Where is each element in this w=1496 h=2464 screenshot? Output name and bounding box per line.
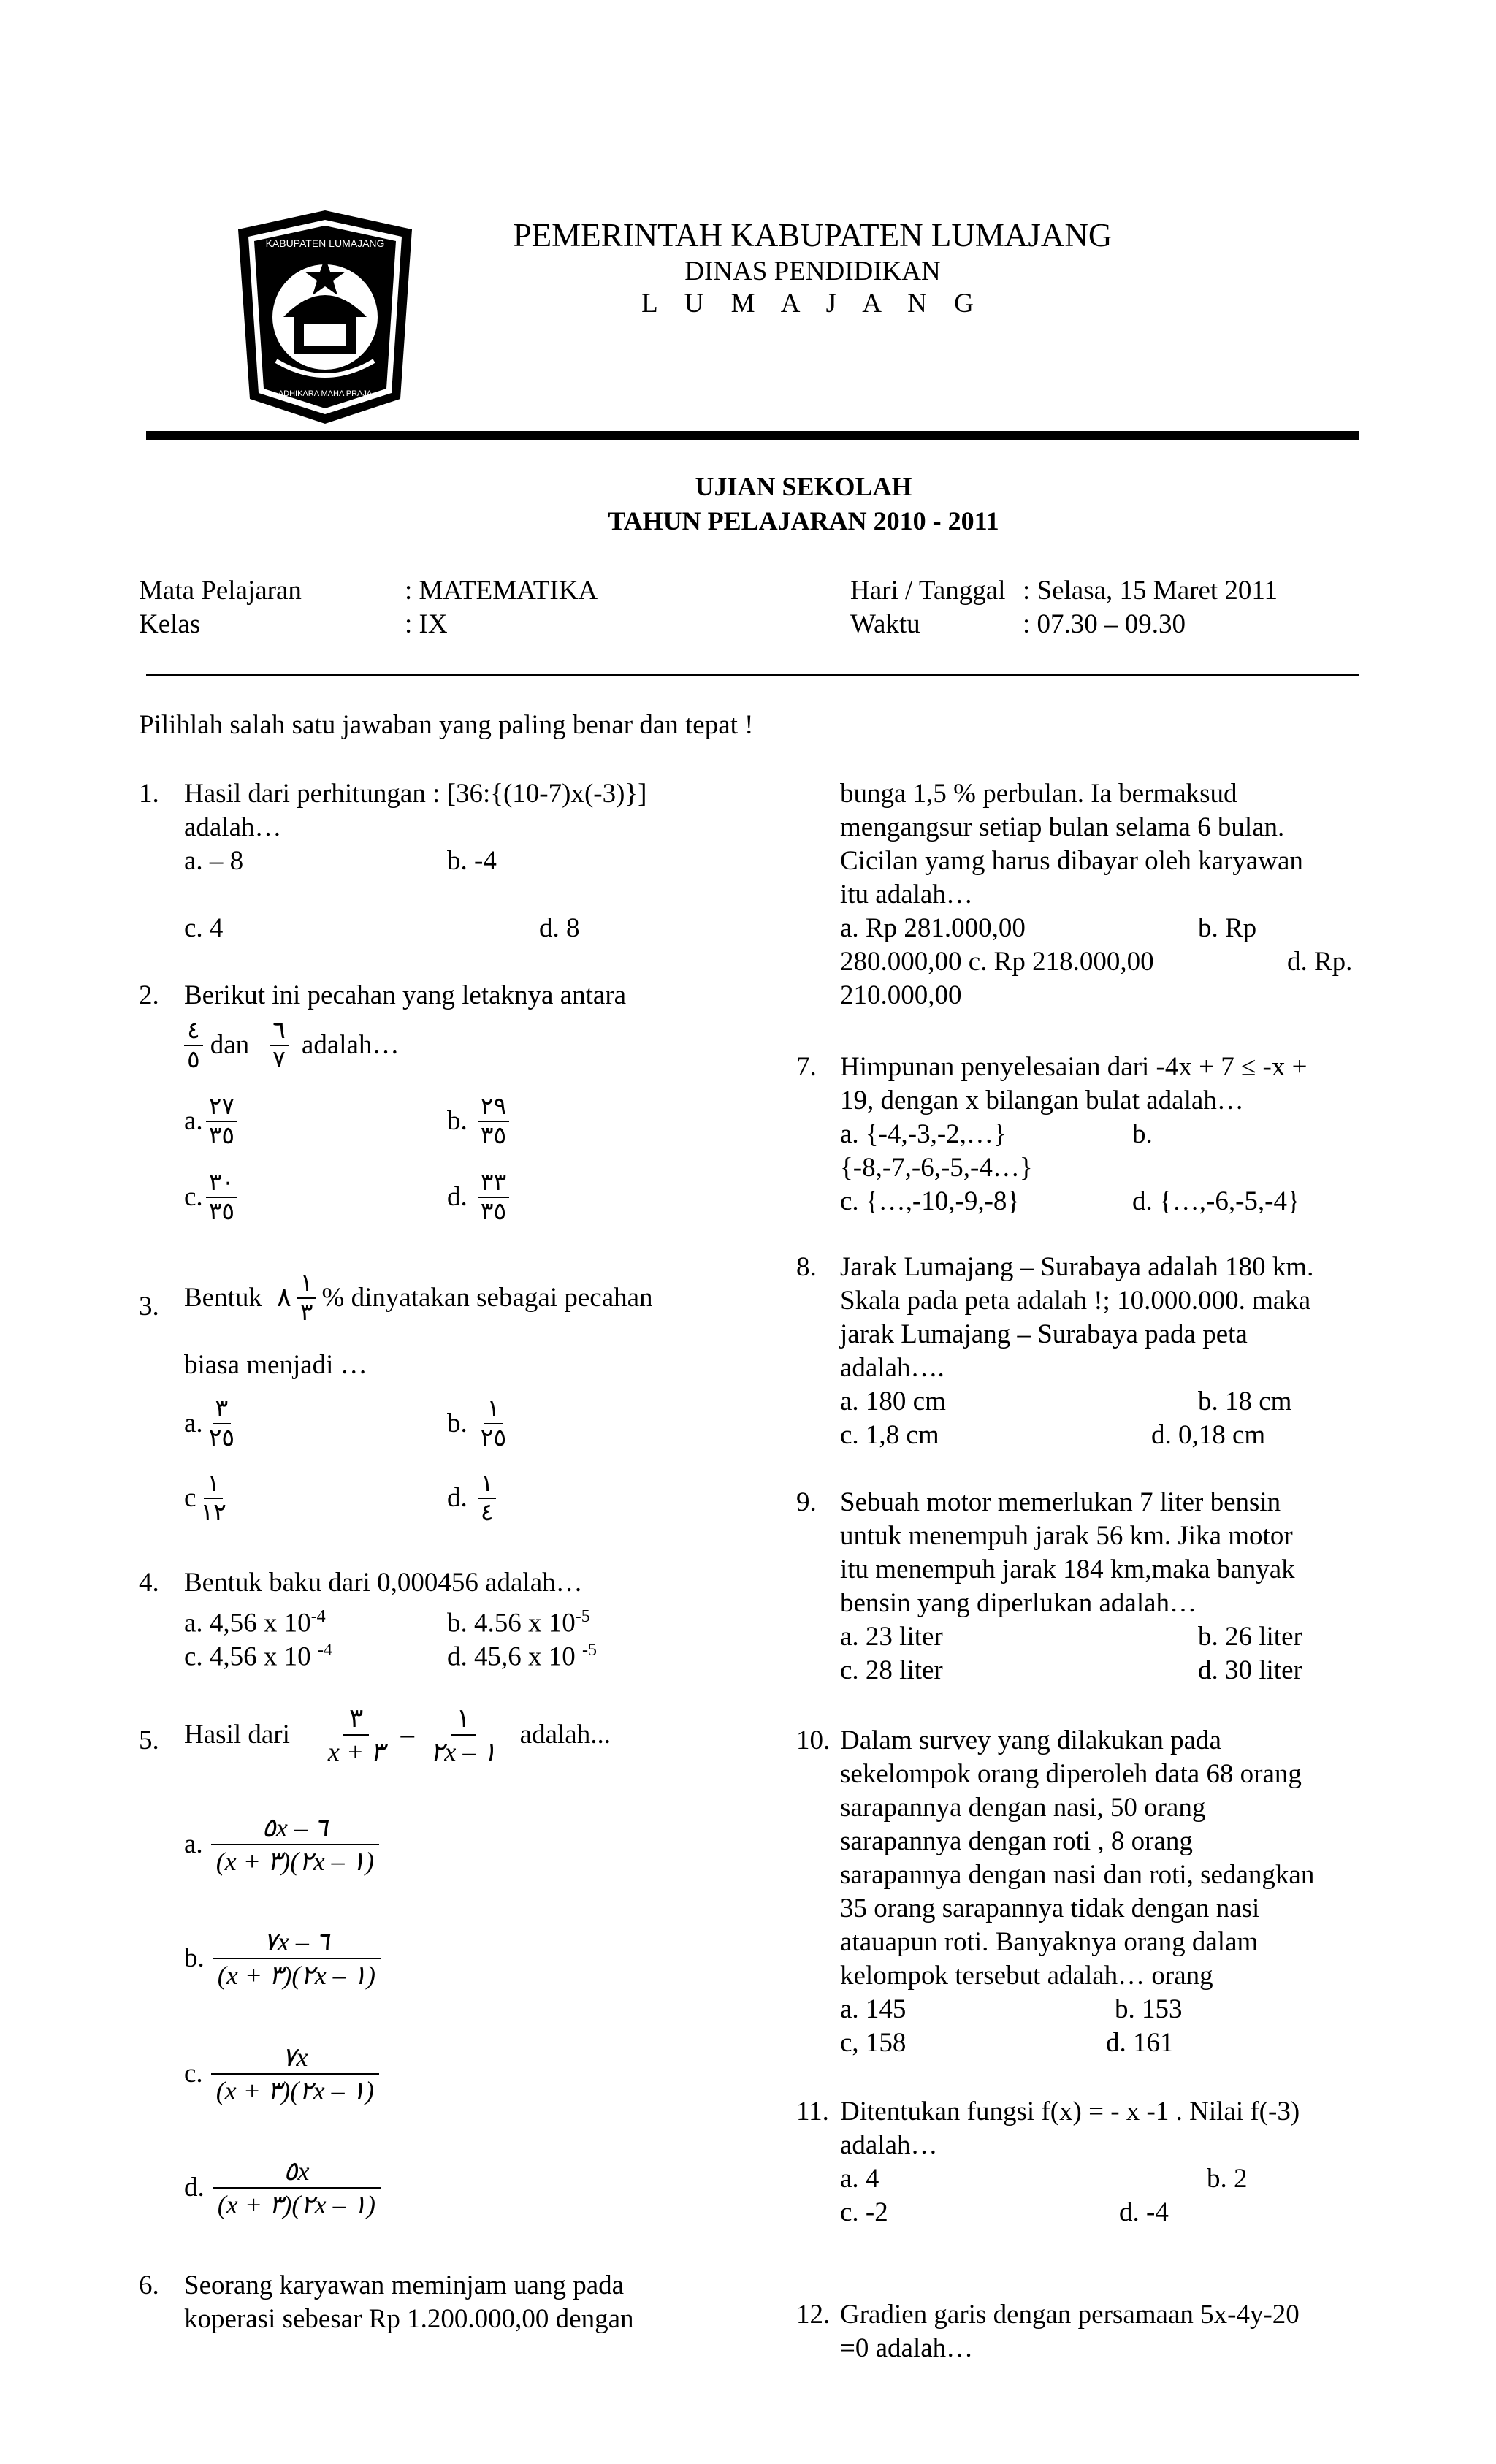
- class-label: Kelas: [139, 609, 201, 639]
- option-d: d. $\frac{٥x}{(x + ٣)(٢x - ١)}$: [184, 2155, 381, 2221]
- question-text: Sebuah motor memerlukan 7 liter bensin: [840, 1487, 1281, 1517]
- question-text: Jarak Lumajang – Surabaya adalah 180 km.: [840, 1252, 1314, 1282]
- department-title: DINAS PENDIDIKAN: [684, 256, 941, 286]
- time-label: Waktu: [850, 609, 920, 639]
- option-a: a. $\frac{٥x - ٦}{(x + ٣)(٢x - ١)}$: [184, 1812, 380, 1877]
- question-text: itu menempuh jarak 184 km,maka banyak: [840, 1555, 1295, 1584]
- question-text: biasa menjadi …: [184, 1350, 367, 1380]
- option-b: b. -4: [447, 846, 497, 876]
- option-a: a. {-4,-3,-2,…}: [840, 1119, 1007, 1149]
- question-text: Hasil dari perhitungan : [36:{(10-7)x(-3)}]: [184, 779, 647, 809]
- question-text: 19, dengan x bilangan bulat adalah…: [840, 1086, 1244, 1115]
- question-text: kelompok tersebut adalah… orang: [840, 1961, 1213, 1991]
- question-text: Hasil dari $\frac{٣}{x + ٣}$ – $\frac{١}{٢x - ١}$ adalah...: [184, 1704, 611, 1766]
- option-c: c. 4,56 x 10 $^{-4}$: [184, 1641, 332, 1672]
- question-text: mengangsur setiap bulan selama 6 bulan.: [840, 812, 1285, 842]
- option-c: c, 158: [840, 2028, 907, 2058]
- option-b: b. $\frac{١}{٢٥}$: [447, 1396, 507, 1452]
- option-d: d. $\frac{١}{٤}$: [447, 1470, 496, 1527]
- question-number: 3.: [139, 1292, 159, 1321]
- question-text: Bentuk baku dari 0,000456 adalah…: [184, 1568, 583, 1598]
- option-b: b. $\frac{٧x - ٦}{(x + ٣)(٢x - ١)}$: [184, 1926, 381, 1991]
- question-text: bunga 1,5 % perbulan. Ia bermaksud: [840, 779, 1237, 809]
- logo-title-text: KABUPATEN LUMAJANG: [265, 237, 385, 249]
- question-text: adalah…: [184, 812, 282, 842]
- option-d: d. {…,-6,-5,-4}: [1132, 1186, 1300, 1216]
- time-value: : 07.30 – 09.30: [1023, 609, 1186, 639]
- option-c: c $\frac{١}{١٢}$: [184, 1471, 226, 1526]
- question-number: 2.: [139, 980, 159, 1010]
- date-value: : Selasa, 15 Maret 2011: [1023, 576, 1278, 606]
- question-text: adalah….: [840, 1353, 944, 1383]
- option-a: a. Rp 281.000,00: [840, 913, 1026, 943]
- question-text: bensin yang diperlukan adalah…: [840, 1588, 1197, 1618]
- question-number: 9.: [796, 1487, 817, 1517]
- option-d: d. 30 liter: [1198, 1655, 1302, 1685]
- fraction: $\frac{٤}{٥}$: [184, 1017, 203, 1074]
- question-number: 10.: [796, 1725, 831, 1755]
- option-d: d. $\frac{٣٣}{٣٥}$: [447, 1169, 509, 1226]
- question-text: sekelompok orang diperoleh data 68 orang: [840, 1759, 1302, 1789]
- option-a: a. 145: [840, 1994, 907, 2024]
- option-c: c. $\frac{٣٠}{٣٥}$: [184, 1169, 237, 1226]
- header-divider: [146, 431, 1359, 440]
- question-text: 210.000,00: [840, 980, 962, 1010]
- subject-label: Mata Pelajaran: [139, 576, 302, 606]
- option-a: a. 4,56 x $10^{-4}$: [184, 1607, 326, 1639]
- question-text: itu adalah…: [840, 880, 973, 909]
- question-text: Cicilan yamg harus dibayar oleh karyawan: [840, 846, 1303, 876]
- option-d: d. 8: [539, 913, 580, 943]
- question-text: sarapannya dengan nasi, 50 orang: [840, 1793, 1206, 1823]
- question-text: sarapannya dengan roti , 8 orang: [840, 1826, 1193, 1856]
- question-text: Bentuk ٨ $\frac{١}{٣}$ % dinyatakan sebagai pecahan: [184, 1270, 653, 1326]
- option-c: c. $\frac{٧x}{(x + ٣)(٢x - ١)}$: [184, 2041, 380, 2107]
- question-text: =0 adalah…: [840, 2333, 974, 2363]
- option-c: c. {…,-10,-9,-8}: [840, 1186, 1020, 1216]
- question-text: Gradien garis dengan persamaan 5x-4y-20: [840, 2300, 1300, 2330]
- city-title: L U M A J A N G: [641, 289, 984, 319]
- option-b: b. Rp: [1198, 913, 1257, 943]
- option-d: d. 0,18 cm: [1151, 1420, 1266, 1450]
- question-number: 12.: [796, 2300, 831, 2330]
- option-c: 280.000,00 c. Rp 218.000,00: [840, 947, 1154, 977]
- subject-value: : MATEMATIKA: [405, 576, 598, 606]
- question-text: untuk menempuh jarak 56 km. Jika motor: [840, 1521, 1293, 1551]
- option-b: b. 153: [1115, 1994, 1183, 2024]
- option-a: a. 180 cm: [840, 1387, 946, 1416]
- question-number: 6.: [139, 2270, 159, 2300]
- question-text: jarak Lumajang – Surabaya pada peta: [840, 1319, 1248, 1349]
- question-text: koperasi sebesar Rp 1.200.000,00 dengan: [184, 2304, 634, 2334]
- option-b: b. 18 cm: [1198, 1387, 1292, 1416]
- question-text: Dalam survey yang dilakukan pada: [840, 1725, 1221, 1755]
- logo-motto-text: ADHIKARA MAHA PRAJA: [278, 389, 373, 398]
- exam-year: TAHUN PELAJARAN 2010 - 2011: [608, 506, 999, 535]
- question-text: Himpunan penyelesaian dari -4x + 7 ≤ -x +: [840, 1052, 1308, 1082]
- question-text: Ditentukan fungsi f(x) = - x -1 . Nilai f(-3): [840, 2097, 1300, 2127]
- question-text: $\frac{٤}{٥}$ dan $\frac{٦}{٧}$ adalah…: [184, 1017, 399, 1074]
- question-text: Berikut ini pecahan yang letaknya antara: [184, 980, 627, 1010]
- instruction: Pilihlah salah satu jawaban yang paling benar dan tepat !: [139, 710, 754, 740]
- question-number: 1.: [139, 779, 159, 809]
- option-d: d. Rp.: [1287, 947, 1353, 977]
- question-text: adalah…: [840, 2130, 938, 2160]
- option-a: a. 4: [840, 2164, 879, 2194]
- question-number: 5.: [139, 1725, 159, 1755]
- option-a: a. – 8: [184, 846, 244, 876]
- option-c: c. -2: [840, 2197, 888, 2227]
- option-a: a. $\frac{٣}{٢٥}$: [184, 1396, 235, 1452]
- option-d: d. 45,6 x 10 $^{-5}$: [447, 1641, 597, 1672]
- question-number: 7.: [796, 1052, 817, 1082]
- question-text: sarapannya dengan nasi dan roti, sedangkan: [840, 1860, 1315, 1890]
- option-b: b. $\frac{٢٩}{٣٥}$: [447, 1093, 509, 1150]
- government-title: PEMERINTAH KABUPATEN LUMAJANG: [513, 217, 1113, 253]
- option-b-value: {-8,-7,-6,-5,-4…}: [840, 1153, 1033, 1183]
- option-a: a. $\frac{٢٧}{٣٥}$: [184, 1093, 237, 1150]
- option-b: b.: [1132, 1119, 1153, 1149]
- option-c: c. 4: [184, 913, 224, 943]
- date-label: Hari / Tanggal: [850, 576, 1006, 606]
- option-d: d. -4: [1119, 2197, 1169, 2227]
- question-text: Seorang karyawan meminjam uang pada: [184, 2270, 625, 2300]
- option-c: c. 28 liter: [840, 1655, 943, 1685]
- option-b: b. 2: [1207, 2164, 1248, 2194]
- option-d: d. 161: [1106, 2028, 1174, 2058]
- question-number: 4.: [139, 1568, 159, 1598]
- option-b: b. 4.56 x $10^{-5}$: [447, 1607, 590, 1639]
- question-text: atauapun roti. Banyaknya orang dalam: [840, 1927, 1259, 1957]
- question-number: 8.: [796, 1252, 817, 1282]
- info-divider: [146, 674, 1359, 676]
- exam-title: UJIAN SEKOLAH: [695, 472, 912, 501]
- option-b: b. 26 liter: [1198, 1622, 1302, 1652]
- question-text: 35 orang sarapannya tidak dengan nasi: [840, 1893, 1260, 1923]
- fraction: $\frac{٦}{٧}$: [270, 1017, 289, 1074]
- option-a: a. 23 liter: [840, 1622, 943, 1652]
- option-c: c. 1,8 cm: [840, 1420, 939, 1450]
- class-value: : IX: [405, 609, 448, 639]
- question-number: 11.: [796, 2097, 829, 2127]
- question-text: Skala pada peta adalah !; 10.000.000. maka: [840, 1286, 1311, 1316]
